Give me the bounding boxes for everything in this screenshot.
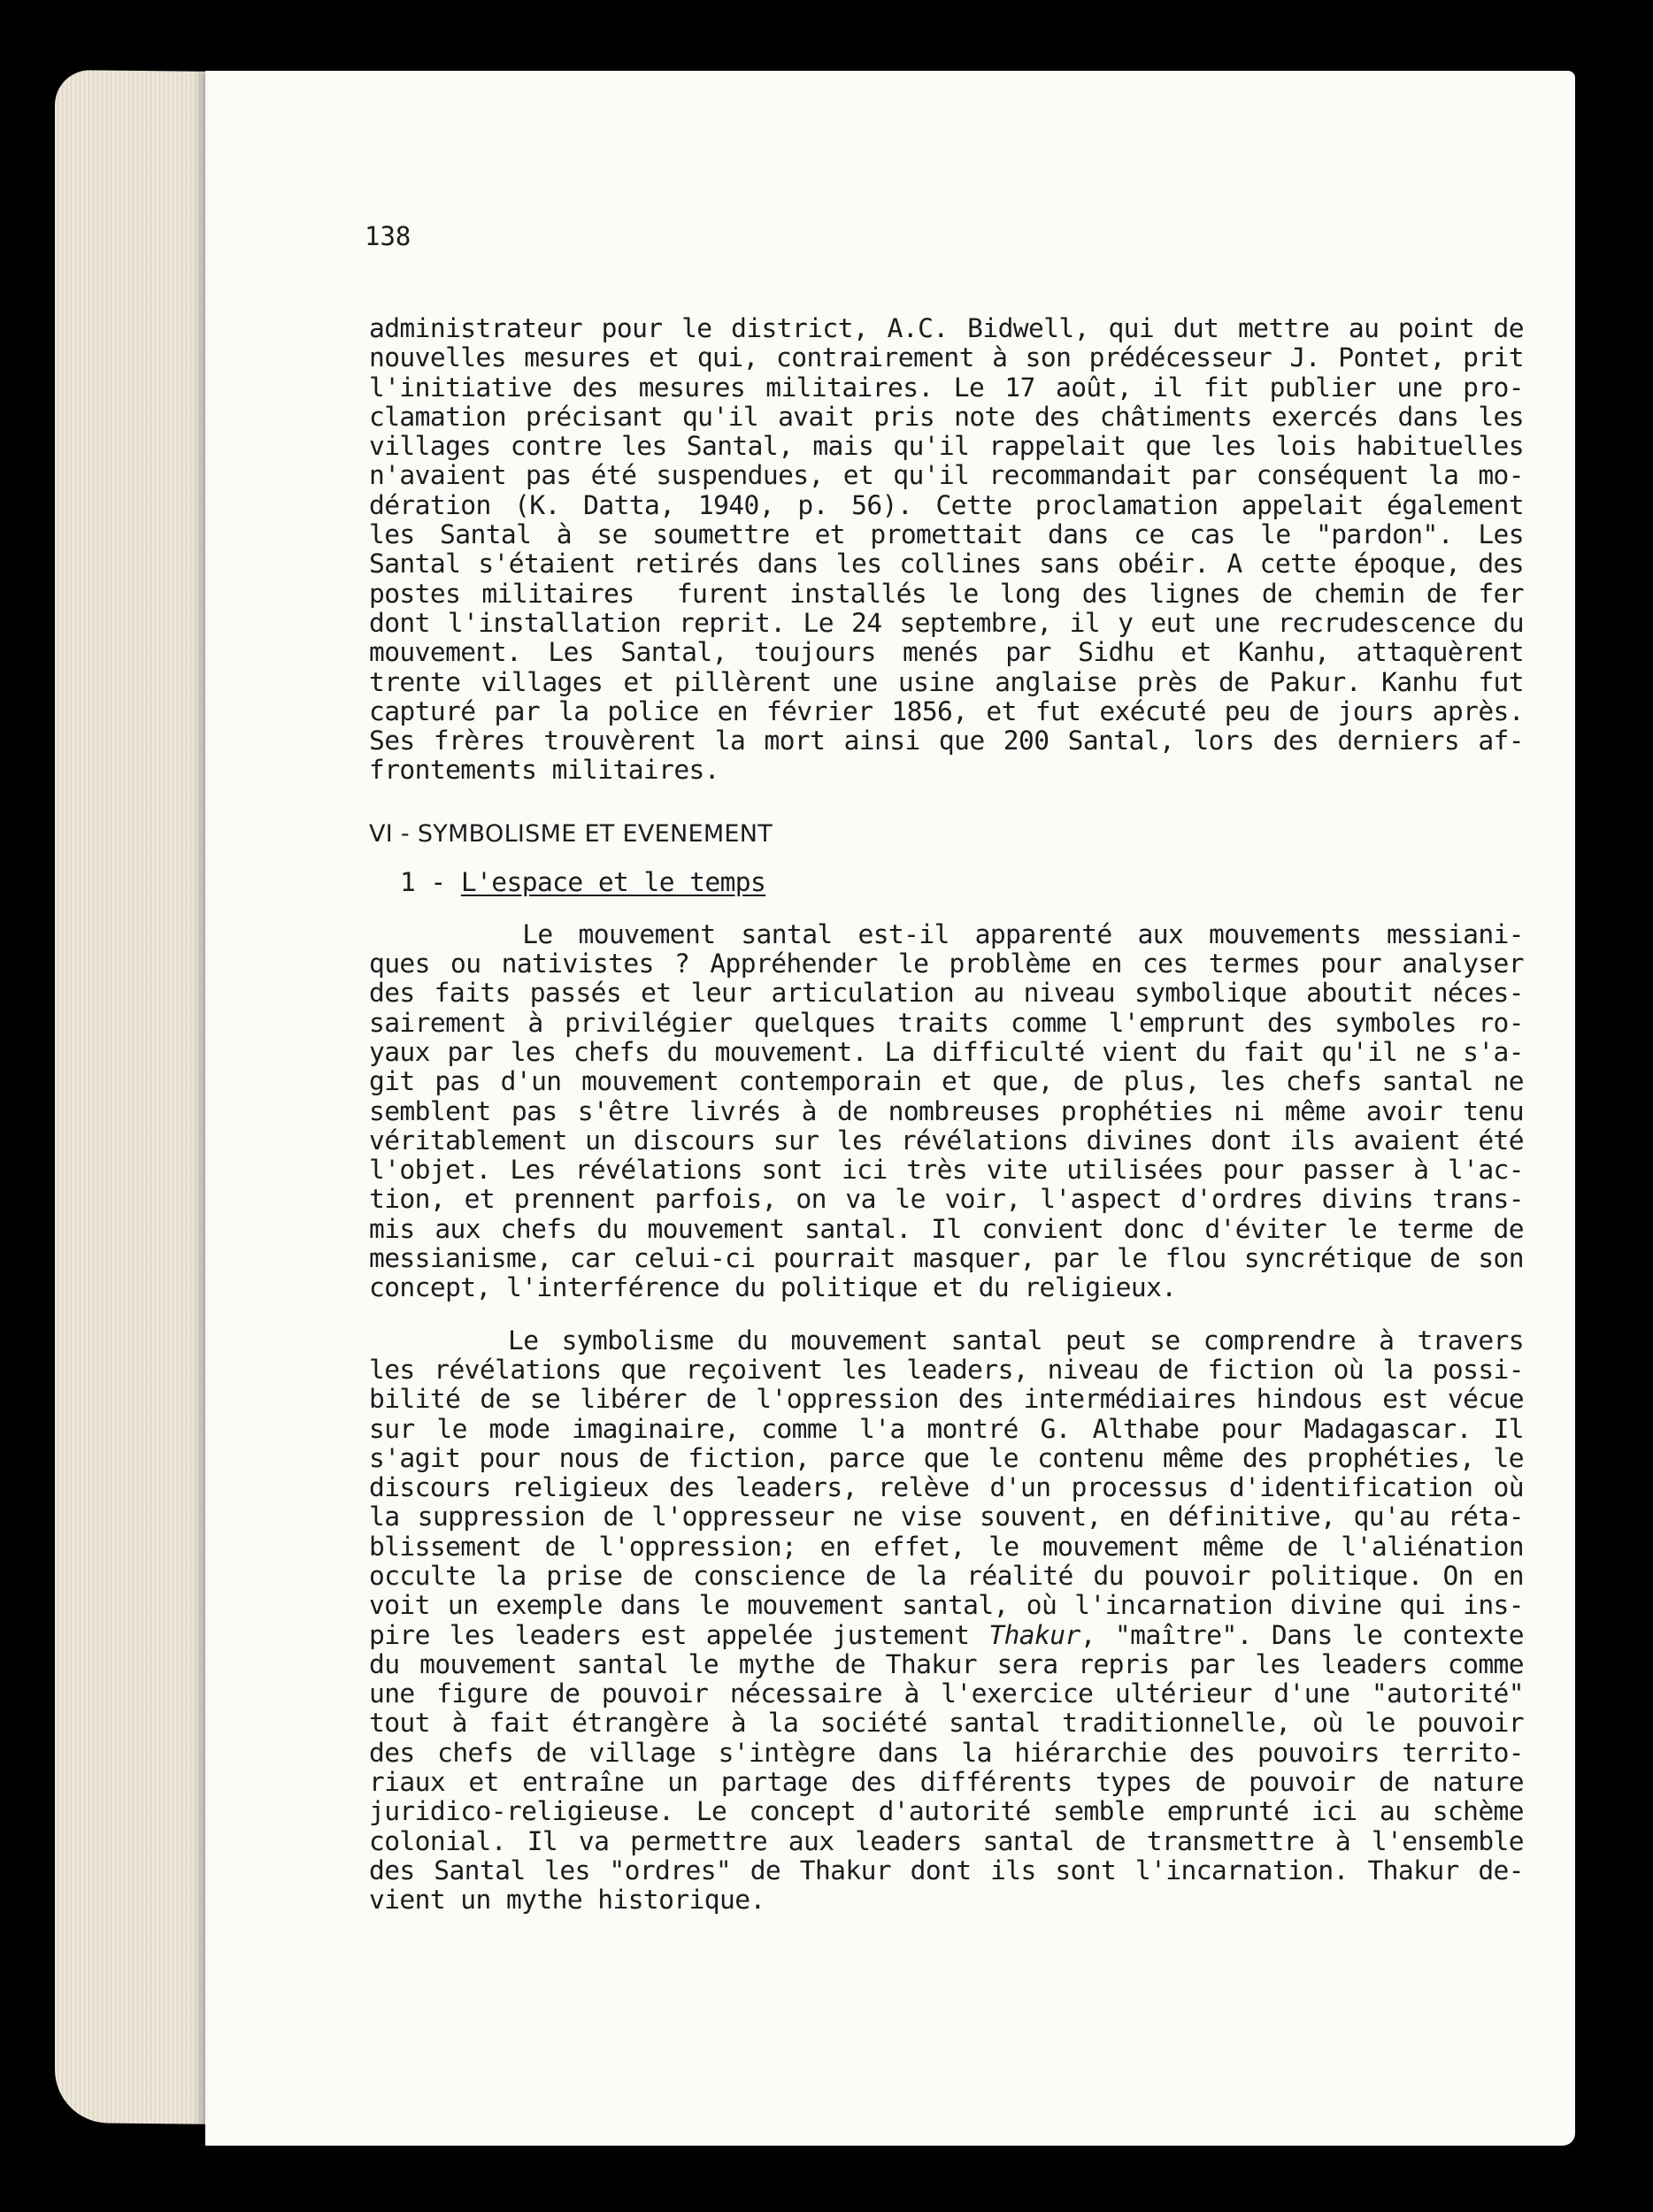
text-line: une figure de pouvoir nécessaire à l'exercice ultérieur d'une "autorité" (369, 1678, 1524, 1709)
text-line: Le symbolisme du mouvement santal peut se comprendre à travers (369, 1325, 1524, 1356)
text-line: l'objet. Les révélations sont ici très vite utilisées pour passer à l'ac- (369, 1155, 1524, 1186)
text-line: dont l'installation reprit. Le 24 septembre, il y eut une recrudescence du (369, 607, 1524, 638)
page-content (205, 71, 1575, 2146)
text-line: sur le mode imaginaire, comme l'a montré G. Althabe pour Madagascar. Il (369, 1413, 1524, 1444)
paragraph-2 (369, 920, 1524, 1303)
text-line: mis aux chefs du mouvement santal. Il convient donc d'éviter le terme de (369, 1213, 1524, 1244)
paragraph-3 (369, 1326, 1524, 1916)
text-line: mouvement. Les Santal, toujours menés par Sidhu et Kanhu, attaquèrent (369, 637, 1524, 668)
text-line: dération (K. Datta, 1940, p. 56). Cette proclamation appelait également (369, 489, 1524, 520)
text-line: sairement à privilégier quelques traits comme l'emprunt des symboles ro- (369, 1007, 1524, 1038)
text-line: des faits passés et leur articulation au niveau symbolique aboutit néces- (369, 978, 1524, 1009)
text-line: s'agit pour nous de fiction, parce que le contenu même des prophéties, le (369, 1442, 1524, 1473)
text-line: semblent pas s'être livrés à de nombreuses prophéties ni même avoir tenu (369, 1095, 1524, 1126)
text-line: git pas d'un mouvement contemporain et que, de plus, les chefs santal ne (369, 1066, 1524, 1097)
text-line: concept, l'interférence du politique et du religieux. (369, 1272, 1177, 1303)
italic-term: Thakur (988, 1619, 1080, 1650)
text-line: la suppression de l'oppresseur ne vise souvent, en définitive, qu'au réta- (369, 1502, 1524, 1532)
text-line: des Santal les "ordres" de Thakur dont ils sont l'incarnation. Thakur de- (369, 1855, 1524, 1886)
text-line: ques ou nativistes ? Appréhender le problème en ces termes pour analyser (369, 949, 1524, 979)
text-line: villages contre les Santal, mais qu'il rappelait que les lois habituelles (369, 431, 1524, 462)
text-segment: pire les leaders est appelée justement (369, 1619, 989, 1650)
text-line: administrateur pour le district, A.C. Bidwell, qui dut mettre au point de (369, 313, 1524, 343)
text-line: des chefs de village s'intègre dans la hiérarchie des pouvoirs territo- (369, 1737, 1524, 1768)
text-line: discours religieux des leaders, relève d'un processus d'identification où (369, 1472, 1524, 1503)
text-line: n'avaient pas été suspendues, et qu'il recommandait par conséquent la mo- (369, 460, 1524, 491)
text-line: l'initiative des mesures militaires. Le 17 août, il fit publier une pro- (369, 372, 1524, 403)
text-line: capturé par la police en février 1856, et fut exécuté peu de jours après. (369, 695, 1524, 726)
text-line: postes militaires furent installés le long des lignes de chemin de fer (369, 578, 1524, 609)
text-line: messianisme, car celui-ci pourrait masquer, par le flou syncrétique de son (369, 1243, 1524, 1274)
text-line: les Santal à se soumettre et promettait dans ce cas le "pardon". Les (369, 519, 1524, 550)
subheading-title: L'espace et le temps (460, 866, 766, 897)
section-heading: VI - SYMBOLISME ET EVENEMENT (369, 819, 773, 848)
text-line: du mouvement santal le mythe de Thakur sera repris par les leaders comme (369, 1648, 1524, 1679)
text-line: Le mouvement santal est-il apparenté aux mouvements messiani- (369, 918, 1524, 949)
text-line: occulte la prise de conscience de la réalité du pouvoir politique. On en (369, 1560, 1524, 1591)
subheading (369, 867, 1524, 897)
text-line: trente villages et pillèrent une usine anglaise près de Pakur. Kanhu fut (369, 666, 1524, 697)
text-line (369, 1621, 1524, 1650)
text-line: véritablement un discours sur les révélations divines dont ils avaient été (369, 1125, 1524, 1156)
text-line: Santal s'étaient retirés dans les collines sans obéir. A cette époque, des (369, 549, 1524, 580)
body-text (369, 314, 1524, 1916)
text-line: Ses frères trouvèrent la mort ainsi que 200 Santal, lors des derniers af- (369, 726, 1524, 757)
text-line: vient un mythe historique. (369, 1885, 765, 1916)
text-line: clamation précisant qu'il avait pris note des châtiments exercés dans les (369, 401, 1524, 432)
text-segment: , "maître". Dans le contexte (1080, 1619, 1525, 1650)
page-number: 138 (365, 221, 411, 251)
subheading-number: 1 - (400, 866, 461, 897)
text-line: nouvelles mesures et qui, contrairement à son prédécesseur J. Pontet, prit (369, 342, 1524, 373)
text-line: riaux et entraîne un partage des différents types de pouvoir de nature (369, 1767, 1524, 1798)
text-line: voit un exemple dans le mouvement santal, où l'incarnation divine qui ins- (369, 1590, 1524, 1621)
text-line: bilité de se libérer de l'oppression des intermédiaires hindous est vécue (369, 1384, 1524, 1415)
paragraph-1 (369, 314, 1524, 786)
book-page (205, 71, 1575, 2146)
text-line: blissement de l'oppression; en effet, le mouvement même de l'aliénation (369, 1531, 1524, 1562)
text-line: tion, et prennent parfois, on va le voir, l'aspect d'ordres divins trans- (369, 1184, 1524, 1215)
text-line: juridico-religieuse. Le concept d'autorité semble emprunté ici au schème (369, 1796, 1524, 1827)
text-line: tout à fait étrangère à la société santal traditionnelle, où le pouvoir (369, 1708, 1524, 1739)
text-line: les révélations que reçoivent les leaders, niveau de fiction où la possi- (369, 1354, 1524, 1385)
text-line: colonial. Il va permettre aux leaders santal de transmettre à l'ensemble (369, 1825, 1524, 1856)
text-line: yaux par les chefs du mouvement. La difficulté vient du fait qu'il ne s'a- (369, 1036, 1524, 1067)
text-line: frontements militaires. (369, 755, 719, 786)
